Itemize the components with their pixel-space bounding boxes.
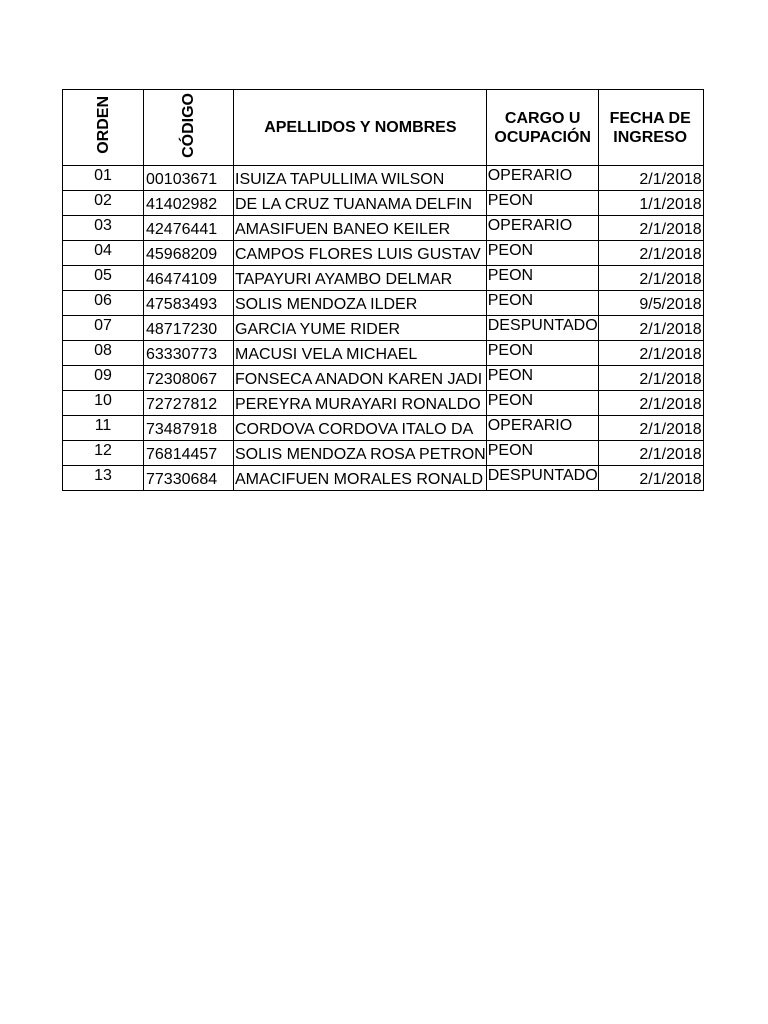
cell-nombre: TAPAYURI AYAMBO DELMAR: [234, 266, 487, 291]
cell-fecha: 2/1/2018: [598, 216, 703, 241]
table-row: [63, 266, 704, 291]
cell-codigo: 00103671: [144, 166, 234, 191]
cell-orden: 09: [63, 366, 144, 391]
header-orden-label: ORDEN: [94, 96, 112, 154]
cell-orden: 12: [63, 441, 144, 466]
cell-fecha: 2/1/2018: [598, 391, 703, 416]
header-cargo: [486, 90, 598, 166]
cell-nombre: ISUIZA TAPULLIMA WILSON: [234, 166, 487, 191]
table-row: [63, 241, 704, 266]
cell-codigo: 77330684: [144, 466, 234, 491]
table-body: [63, 166, 704, 491]
header-cargo-label: CARGO U OCUPACIÓN: [494, 109, 591, 146]
header-codigo: [144, 90, 234, 166]
employee-table: [62, 89, 704, 491]
cell-cargo: OPERARIO: [486, 216, 598, 241]
cell-nombre: MACUSI VELA MICHAEL: [234, 341, 487, 366]
cell-orden: 03: [63, 216, 144, 241]
cell-orden: 10: [63, 391, 144, 416]
cell-orden: 01: [63, 166, 144, 191]
cell-orden: 02: [63, 191, 144, 216]
cell-cargo: PEON: [486, 266, 598, 291]
cell-orden: 04: [63, 241, 144, 266]
cell-nombre: PEREYRA MURAYARI RONALDO: [234, 391, 487, 416]
cell-nombre: CORDOVA CORDOVA ITALO DA: [234, 416, 487, 441]
cell-cargo: PEON: [486, 191, 598, 216]
cell-nombre: SOLIS MENDOZA ILDER: [234, 291, 487, 316]
cell-codigo: 72727812: [144, 391, 234, 416]
cell-cargo: DESPUNTADO: [486, 466, 598, 491]
table-row: [63, 216, 704, 241]
cell-orden: 11: [63, 416, 144, 441]
header-fecha: [598, 90, 703, 166]
cell-cargo: PEON: [486, 366, 598, 391]
cell-codigo: 63330773: [144, 341, 234, 366]
header-fecha-label: FECHA DE INGRESO: [609, 109, 691, 146]
cell-fecha: 2/1/2018: [598, 366, 703, 391]
table-row: [63, 316, 704, 341]
header-row: [63, 90, 704, 166]
cell-cargo: DESPUNTADO: [486, 316, 598, 341]
cell-cargo: PEON: [486, 241, 598, 266]
cell-codigo: 76814457: [144, 441, 234, 466]
cell-codigo: 45968209: [144, 241, 234, 266]
cell-codigo: 47583493: [144, 291, 234, 316]
cell-nombre: FONSECA ANADON KAREN JADI: [234, 366, 487, 391]
table-row: [63, 391, 704, 416]
cell-nombre: CAMPOS FLORES LUIS GUSTAV: [234, 241, 487, 266]
cell-nombre: AMACIFUEN MORALES RONALD: [234, 466, 487, 491]
cell-codigo: 48717230: [144, 316, 234, 341]
cell-codigo: 72308067: [144, 366, 234, 391]
table-row: [63, 341, 704, 366]
cell-codigo: 41402982: [144, 191, 234, 216]
table-row: [63, 166, 704, 191]
cell-codigo: 73487918: [144, 416, 234, 441]
cell-fecha: 2/1/2018: [598, 441, 703, 466]
cell-cargo: PEON: [486, 291, 598, 316]
cell-nombre: SOLIS MENDOZA ROSA PETRON: [234, 441, 487, 466]
cell-nombre: AMASIFUEN BANEO KEILER: [234, 216, 487, 241]
header-codigo-label: CÓDIGO: [180, 92, 197, 158]
cell-cargo: OPERARIO: [486, 166, 598, 191]
cell-cargo: OPERARIO: [486, 416, 598, 441]
table-row: [63, 291, 704, 316]
header-orden: [63, 90, 144, 166]
cell-fecha: 2/1/2018: [598, 316, 703, 341]
table-row: [63, 466, 704, 491]
cell-fecha: 2/1/2018: [598, 341, 703, 366]
cell-codigo: 42476441: [144, 216, 234, 241]
cell-fecha: 2/1/2018: [598, 466, 703, 491]
table-row: [63, 416, 704, 441]
cell-nombre: DE LA CRUZ TUANAMA DELFIN: [234, 191, 487, 216]
table-row: [63, 441, 704, 466]
cell-orden: 08: [63, 341, 144, 366]
cell-fecha: 2/1/2018: [598, 266, 703, 291]
cell-orden: 05: [63, 266, 144, 291]
cell-fecha: 2/1/2018: [598, 166, 703, 191]
cell-orden: 13: [63, 466, 144, 491]
header-nombre: [234, 90, 487, 166]
cell-fecha: 2/1/2018: [598, 241, 703, 266]
cell-orden: 06: [63, 291, 144, 316]
cell-codigo: 46474109: [144, 266, 234, 291]
cell-cargo: PEON: [486, 341, 598, 366]
cell-nombre: GARCIA YUME RIDER: [234, 316, 487, 341]
cell-fecha: 2/1/2018: [598, 416, 703, 441]
cell-fecha: 9/5/2018: [598, 291, 703, 316]
cell-cargo: PEON: [486, 441, 598, 466]
table-row: [63, 191, 704, 216]
cell-cargo: PEON: [486, 391, 598, 416]
table-row: [63, 366, 704, 391]
header-nombre-label: APELLIDOS Y NOMBRES: [264, 119, 457, 136]
cell-orden: 07: [63, 316, 144, 341]
cell-fecha: 1/1/2018: [598, 191, 703, 216]
